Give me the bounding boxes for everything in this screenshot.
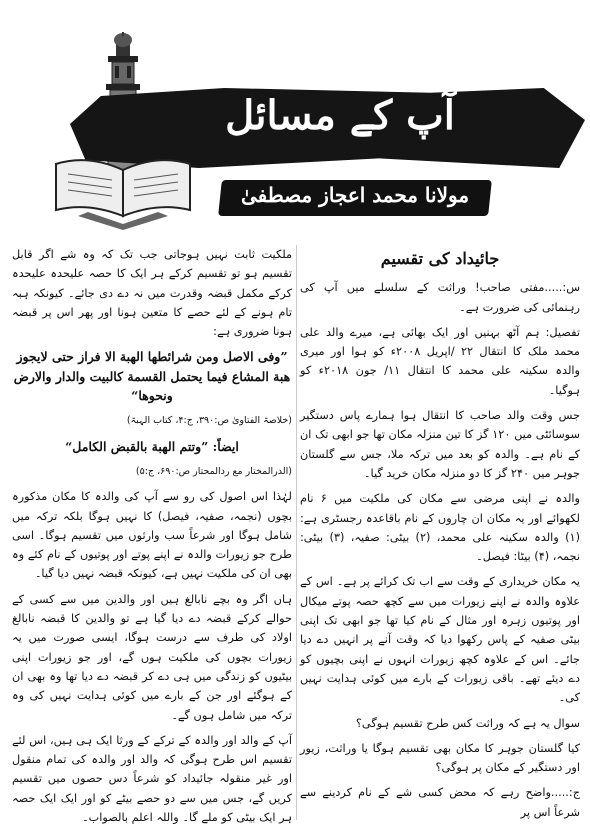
reference: (خلاصۃ الفتاویٰ ص:۳۹۰، ج:۴، کتاب الہبۃ) xyxy=(126,415,292,427)
reference: (الدرالمختار مع ردالمحتار ص:۶۹۰، ج:۵) xyxy=(135,465,292,477)
answer-paragraph: ج:.....واضح رہے کہ محض کسی شے کے نام کردینے سے شرعاً اس پر xyxy=(300,786,580,819)
left-column xyxy=(12,245,292,833)
page-title: آپ کے مسائل xyxy=(225,92,455,139)
question-paragraph: س:.....مفتی صاحب! وراثت کے سلسلے میں آپ کی رہنمائی کی ضرورت ہے۔ xyxy=(300,281,580,314)
question-line: سوال یہ ہے کہ وراثت کس طرح تقسیم ہوگی؟ xyxy=(355,716,580,730)
open-book-illustration xyxy=(48,150,198,230)
body-paragraph: ہاں اگر وہ بچے نابالغ ہیں اور والدین میں سے کسی کے حوالے کرکے قبضہ دے دیا گیا ہے تو والدین کا قبضہ نابالغ اولاد کی طرف سے درست ہوگا، ایسی صورت میں یہ زیورات بچوں کی ملکیت ہوں گے، اور جو زیورات اپنی بیٹیوں کو زندگی میں ہی دے کر قبضہ دے دیا تھا وہ بھی ان کے ہوگئے اور جن کے بارے میں کوئی ہدایت نہیں کی وہ ترکہ میں شامل ہوں گے۔ xyxy=(12,592,292,722)
right-column xyxy=(300,245,580,828)
body-paragraph: والدہ نے اپنی مرضی سے مکان کی ملکیت میں ۶ نام لکھوائے اور یہ مکان ان چاروں کے نام باقاعدہ رجسٹری ہے: (۱) والدہ سکینہ علی محمد، (۲) بیٹی: صفیہ، (۳) بیٹی: نجمہ، (۴) بیٹا: فیصل۔ xyxy=(300,492,580,564)
section-heading: جائیداد کی تقسیم xyxy=(380,249,500,268)
body-paragraph: یہ مکان خریداری کے وقت سے اب تک کرائے پر ہے۔ اس کے علاوہ والدہ نے اپنے زیورات میں سے کچھ حصہ پوتے میکال اور پوتیوں زہرہ اور مثال کے نام کیا تھا جو ابھی تک اپنی بیٹی صفیہ کے پاس رکھوا دیا کہ وقت آنے پر انہیں دے دیا جائے۔ اس کے علاوہ کچھ زیورات انہوں نے اپنی بچیوں کو دے دیئے تھے۔ باقی زیورات کے بارے میں کوئی ہدایت نہیں کی۔ xyxy=(300,575,580,705)
column-divider xyxy=(296,245,297,820)
page-header xyxy=(0,0,590,240)
author-name: مولانا محمد اعجاز مصطفیٰ xyxy=(240,183,470,207)
details-paragraph: تفصیل: ہم آٹھ بہنیں اور ایک بھائی ہے، میرے والد علی محمد ملک کا انتقال ۲۲ /اپریل ۲۰۰۸ء کو ہوا اور میری والدہ سکینہ علی محمد کا انتقال ۱۱/ جون ۲۰۱۸ء کو ہوگیا۔ xyxy=(300,325,580,397)
arabic-quote: ”وفی الاصل ومن شرائطها الهبة الا فراز حتی لایجوز هبة المشاع فیما یحتمل القسمة کالبیت والدار والارض ونحوها“ xyxy=(13,349,291,404)
body-paragraph: آپ کے والد اور والدہ کے ترکے کے ورثا ایک ہی ہیں، اس لئے تقسیم اس طرح ہوگی کہ والد اور والدہ کی تمام منقول اور غیر منقولہ جائیداد کو شرعاً دس حصوں میں تقسیم کریں گے، جس میں سے دو حصے بیٹے کو اور ایک ایک حصہ ہر ایک بیٹی کو ملے گا۔ واللہ اعلم بالصواب۔ xyxy=(12,733,292,825)
question-line: کیا گلستان جوہر کا مکان بھی تقسیم ہوگا یا وراثت، زیور اور دستگیر کے مکان پر ہوگی؟ xyxy=(300,741,580,775)
body-paragraph: لہٰذا اس اصول کی رو سے آپ کی والدہ کا مکان مذکورہ بچوں (نجمہ، صفیہ، فیصل) کا نہیں ہوگا بلکہ ترکہ میں شامل ہوگا اور شرعاً سب وارثوں میں تقسیم ہوگا۔ اسی طرح جو زیورات والدہ نے اپنے پوتے اور پوتیوں کے نام کئے وہ بھی ان کی ملکیت نہیں ہے، کیونکہ قبضہ نہیں دیا گیا۔ xyxy=(12,490,292,581)
body-paragraph: جس وقت والد صاحب کا انتقال ہوا ہمارے پاس دستگیر سوسائٹی میں ۱۲۰ گز کا تین منزلہ مکان تھا جو ابھی تک ان کے نام ہے۔ والدہ کو بعد میں ترکہ ملا، جس سے گلستان جوہر میں ۲۴۰ گز کا دو منزلہ مکان خرید گیا۔ xyxy=(300,409,580,480)
intro-paragraph: ملکیت ثابت نہیں ہوجاتی جب تک کہ وہ شے اگر قابل تقسیم ہو تو تقسیم کرکے ہر ایک کا حصہ علیحدہ علیحدہ کرکے مکمل قبضہ وقدرت میں نہ دے دی جائے۔ کیونکہ ہبہ تام ہونے کے لئے حصے کا متعین ہونا اور پھر اس پر قبضہ ہونا ضروری ہے: xyxy=(12,248,292,339)
arabic-quote: ایضاً: ”وتتم الهبة بالقبض الکامل“ xyxy=(65,438,239,454)
